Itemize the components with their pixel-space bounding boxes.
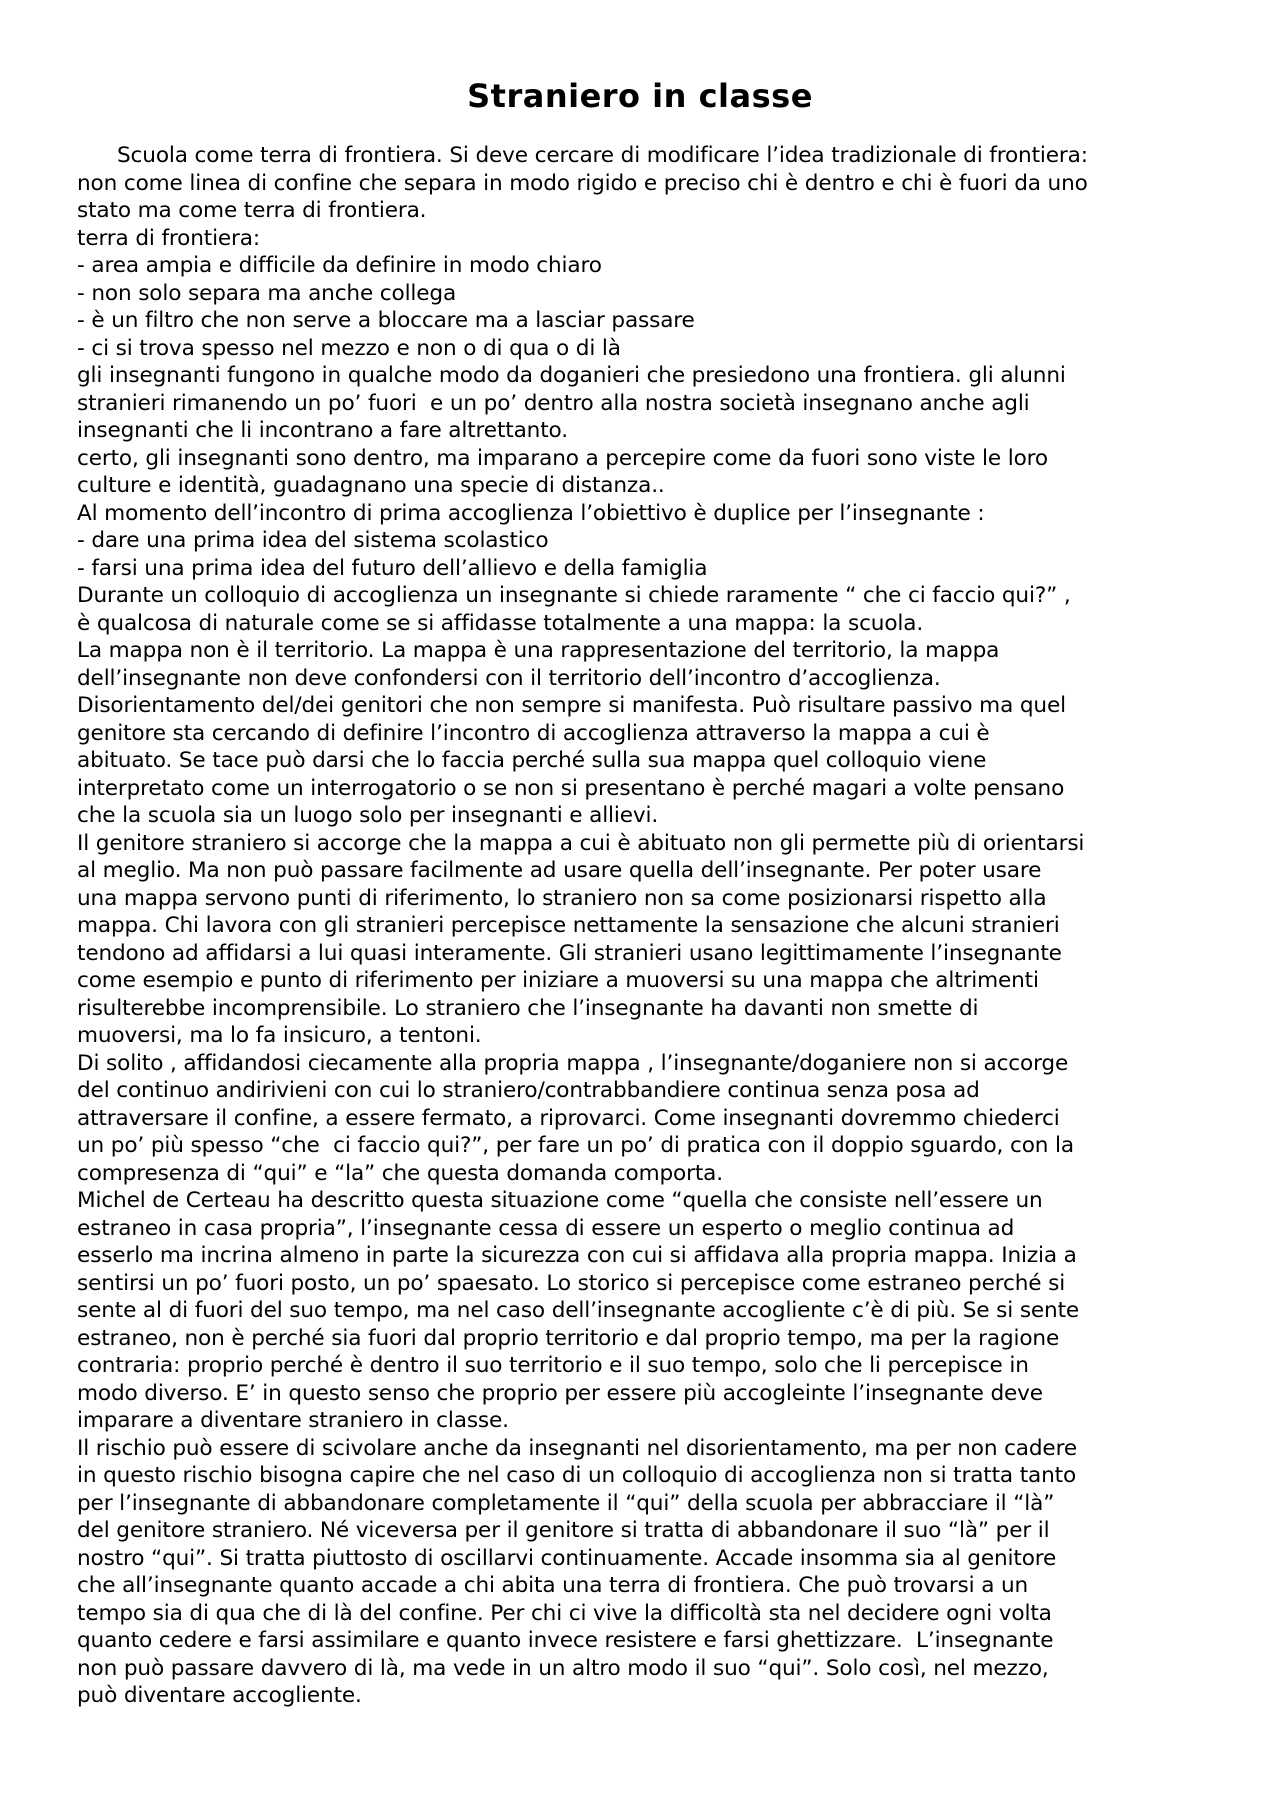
paragraph-line: - ci si trova spesso nel mezzo e non o di qua o di là [77,335,621,361]
paragraph-line: tempo sia di qua che di là del confine. Per chi ci vive la difficoltà sta nel decidere ogni volta [77,1600,1052,1626]
paragraph-line: per l’insegnante di abbandonare completamente il “qui” della scuola per abbracciare il “là” [77,1490,1055,1516]
paragraph-line: - dare una prima idea del sistema scolastico [77,528,549,553]
paragraph-line: gli insegnanti fungono in qualche modo da doganieri che presiedono una frontiera. gli alunni [77,363,1066,388]
paragraph-line-first: Scuola come terra di frontiera. Si deve cercare di modificare l’idea tradizionale di frontiera: [117,143,1088,168]
paragraph-line: compresenza di “qui” e “la” che questa domanda comporta. [77,1160,723,1186]
paragraph-line: sentirsi un po’ fuori posto, un po’ spaesato. Lo storico si percepisce come estraneo perché si [77,1270,1066,1296]
paragraph-line: quanto cedere e farsi assimilare e quanto invece resistere e farsi ghettizzare. L’insegnante [77,1628,1054,1653]
paragraph-line: Il genitore straniero si accorge che la mappa a cui è abituato non gli permette più di orientarsi [77,830,1085,856]
paragraph-line: è qualcosa di naturale come se si affidasse totalmente a una mappa: la scuola. [77,610,924,636]
paragraph-line: estraneo, non è perché sia fuori dal proprio territorio e dal proprio tempo, ma per la ragione [77,1325,1060,1351]
paragraph-line: del genitore straniero. Né viceversa per il genitore si tratta di abbandonare il suo “là” per il [77,1518,1050,1543]
paragraph-line: La mappa non è il territorio. La mappa è una rappresentazione del territorio, la mappa [77,638,1000,663]
paragraph-line: risulterebbe incomprensibile. Lo straniero che l’insegnante ha davanti non smette di [77,995,979,1021]
paragraph-line: Di solito , affidandosi ciecamente alla propria mappa , l’insegnante/doganiere non si accorge [77,1050,1069,1076]
paragraph-line: certo, gli insegnanti sono dentro, ma imparano a percepire come da fuori sono viste le loro [77,445,1048,471]
paragraph-line: - non solo separa ma anche collega [77,280,457,306]
paragraph-line: dell’insegnante non deve confondersi con il territorio dell’incontro d’accoglienza. [77,665,941,691]
paragraph-line: stato ma come terra di frontiera. [77,198,427,223]
paragraph-line: contraria: proprio perché è dentro il suo territorio e il suo tempo, solo che li percepisce in [77,1353,1029,1378]
paragraph-line: del continuo andirivieni con cui lo straniero/contrabbandiere continua senza posa ad [77,1078,980,1103]
paragraph-line: culture e identità, guadagnano una specie di distanza.. [77,473,665,498]
paragraph-line: imparare a diventare straniero in classe. [77,1408,509,1433]
paragraph-line: - farsi una prima idea del futuro dell’allievo e della famiglia [77,555,708,581]
paragraph-line: Durante un colloquio di accoglienza un insegnante si chiede raramente “ che ci faccio qui?” , [77,583,1071,608]
paragraph-line: Il rischio può essere di scivolare anche da insegnanti nel disorientamento, ma per non cadere [77,1435,1077,1461]
paragraph-line: sente al di fuori del suo tempo, ma nel caso dell’insegnante accogliente c’è di più. Se si sente [77,1298,1080,1323]
paragraph-line: mappa. Chi lavora con gli stranieri percepisce nettamente la sensazione che alcuni stranieri [77,913,1060,938]
paragraph-line: al meglio. Ma non può passare facilmente ad usare quella dell’insegnante. Per poter usare [77,858,1042,883]
paragraph-line: non può passare davvero di là, ma vede in un altro modo il suo “qui”. Solo così, nel mezzo, [77,1655,1049,1681]
paragraph-line: che la scuola sia un luogo solo per insegnanti e allievi. [77,803,659,828]
document-body [77,142,1217,1710]
paragraph-line: tendono ad affidarsi a lui quasi interamente. Gli stranieri usano legittimamente l’insegnante [77,940,1062,966]
paragraph-line: interpretato come un interrogatorio o se non si presentano è perché magari a volte pensano [77,775,1065,801]
paragraph-line: che all’insegnante quanto accade a chi abita una terra di frontiera. Che può trovarsi a un [77,1573,1029,1598]
paragraph-line: stranieri rimanendo un po’ fuori e un po’ dentro alla nostra società insegnano anche agli [77,390,1030,416]
paragraph-line: Disorientamento del/dei genitori che non sempre si manifesta. Può risultare passivo ma quel [77,693,1066,718]
paragraph-line: non come linea di confine che separa in modo rigido e preciso chi è dentro e chi è fuori da uno [77,170,1088,196]
paragraph-line: genitore sta cercando di definire l’incontro di accoglienza attraverso la mappa a cui è [77,720,990,746]
paragraph-line: Al momento dell’incontro di prima accoglienza l’obiettivo è duplice per l’insegnante : [77,500,985,526]
paragraph-line: - area ampia e difficile da definire in modo chiaro [77,253,602,278]
paragraph-line: in questo rischio bisogna capire che nel caso di un colloquio di accoglienza non si tratta tanto [77,1463,1077,1488]
paragraph-line: Michel de Certeau ha descritto questa situazione come “quella che consiste nell’essere un [77,1188,1043,1213]
paragraph-line: esserlo ma incrina almeno in parte la sicurezza con cui si affidava alla propria mappa. Inizia a [77,1243,1077,1268]
paragraph-line: attraversare il confine, a essere fermato, a riprovarci. Come insegnanti dovremmo chiederci [77,1105,1060,1131]
paragraph-line: muoversi, ma lo fa insicuro, a tentoni. [77,1023,482,1048]
paragraph-line: - è un filtro che non serve a bloccare ma a lasciar passare [77,308,695,333]
paragraph-line: un po’ più spesso “che ci faccio qui?”, per fare un po’ di pratica con il doppio sguardo, con la [77,1133,1074,1158]
paragraph-line: una mappa servono punti di riferimento, lo straniero non sa come posizionarsi rispetto alla [77,885,1047,911]
paragraph-line: insegnanti che li incontrano a fare altrettanto. [77,418,568,443]
paragraph-line: come esempio e punto di riferimento per iniziare a muoversi su una mappa che altrimenti [77,968,1039,993]
paragraph-line: abituato. Se tace può darsi che lo faccia perché sulla sua mappa quel colloquio viene [77,748,987,773]
paragraph-line: estraneo in casa propria”, l’insegnante cessa di essere un esperto o meglio continua ad [77,1215,1015,1241]
paragraph-line: terra di frontiera: [77,225,260,251]
paragraph-line: modo diverso. E’ in questo senso che proprio per essere più accogleinte l’insegnante deve [77,1380,1043,1406]
paragraph-line: può diventare accogliente. [77,1683,362,1708]
document-title: Straniero in classe [467,77,813,115]
paragraph-line: nostro “qui”. Si tratta piuttosto di oscillarvi continuamente. Accade insomma sia al genitore [77,1545,1057,1571]
